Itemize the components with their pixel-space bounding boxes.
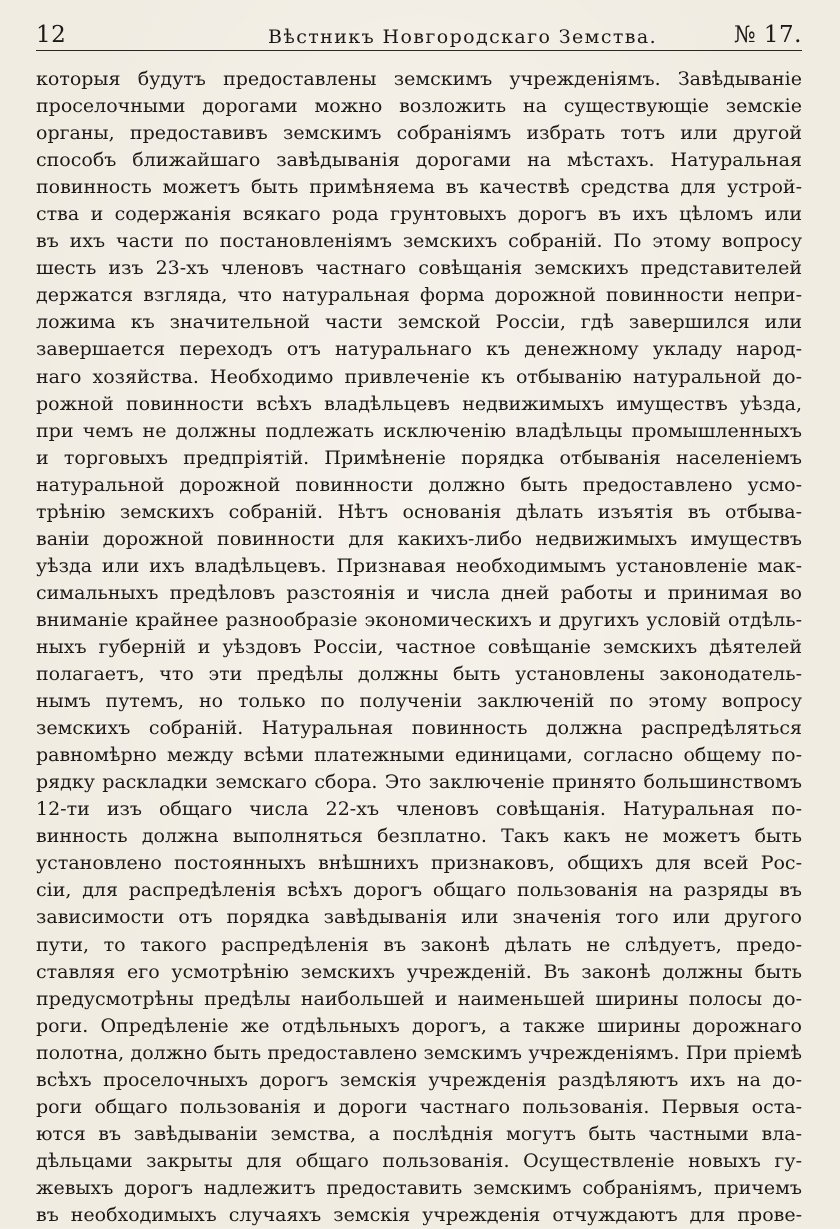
text-line: равномѣрно между всѣми платежными единицами, согласно общему по- [36, 744, 802, 767]
text-line: трѣнію земскихъ собраній. Нѣтъ основанія дѣлать изъятія въ отбыва- [36, 500, 802, 523]
text-line: при чемъ не должны подлежать исключенію владѣльцы промышленныхъ [36, 419, 802, 442]
text-line: полагаетъ, что эти предѣлы должны быть установлены законодатель- [36, 663, 802, 686]
header-rule [36, 50, 802, 51]
running-title: Вѣстникъ Новгородскаго Земства. [268, 26, 658, 48]
text-line: рожной повинности всѣхъ владѣльцевъ недвижимыхъ имуществъ уѣзда, [36, 392, 802, 415]
text-line: повинность можетъ быть примѣняема въ качествѣ средства для устрой- [36, 176, 802, 199]
text-line: натуральной дорожной повинности должно быть предоставлено усмо- [36, 473, 802, 496]
text-line: наго хозяйства. Необходимо привлеченіе къ отбыванію натуральной до- [36, 365, 802, 388]
text-line: въ необходимыхъ случаяхъ земскія учрежденія отчуждаютъ для прове- [36, 1203, 802, 1226]
text-line: способъ ближайшаго завѣдыванія дорогами на мѣстахъ. Натуральная [36, 149, 802, 172]
text-line: симальныхъ предѣловъ разстоянія и числа дней работы и принимая во [36, 581, 802, 604]
text-line: сіи, для распредѣленія всѣхъ дорогъ общаго пользованія на разряды въ [36, 879, 802, 902]
text-line: роги. Опредѣленіе же отдѣльныхъ дорогъ, а также ширины дорожнаго [36, 1014, 802, 1037]
page-header [36, 20, 802, 52]
text-line: ются въ завѣдываніи земства, а послѣднія могутъ быть частными вла- [36, 1122, 802, 1145]
text-line: всѣхъ проселочныхъ дорогъ земскія учрежденія раздѣляютъ ихъ на до- [36, 1068, 802, 1091]
text-line: 12-ти изъ общаго числа 22-хъ членовъ совѣщанія. Натуральная по- [36, 798, 802, 821]
text-line: завершается переходъ отъ натуральнаго къ денежному укладу народ- [36, 338, 802, 361]
text-line: жевыхъ дорогъ надлежитъ предоставить земскимъ собраніямъ, причемъ [36, 1176, 802, 1199]
text-line: ложима къ значительной части земской Россіи, гдѣ завершился или [36, 311, 802, 334]
text-line: установлено постоянныхъ внѣшнихъ признаковъ, общихъ для всей Рос- [36, 852, 802, 875]
text-line: ставляя его усмотрѣнію земскихъ учрежденій. Въ законѣ должны быть [36, 960, 802, 983]
page-number: 12 [36, 22, 67, 48]
text-line: проселочными дорогами можно возложить на существующіе земскіе [36, 95, 802, 118]
body-text [36, 66, 802, 1229]
text-line: пути, то такого распредѣленія въ законѣ дѣлать не слѣдуетъ, предо- [36, 933, 802, 956]
text-line: земскихъ собраній. Натуральная повинность должна распредѣляться [36, 717, 802, 740]
text-line: ваніи дорожной повинности для какихъ-либо недвижимыхъ имуществъ [36, 527, 802, 550]
text-line: шесть изъ 23-хъ членовъ частнаго совѣщанія земскихъ представителей [36, 257, 802, 280]
text-line: въ ихъ части по постановленіямъ земскихъ собраній. По этому вопросу [36, 230, 802, 253]
text-line: роги общаго пользованія и дороги частнаго пользованія. Первыя оста- [36, 1095, 802, 1118]
text-line: органы, предоставивъ земскимъ собраніямъ избрать тотъ или другой [36, 122, 802, 145]
text-line: которыя будутъ предоставлены земскимъ учрежденіямъ. Завѣдываніе [36, 68, 802, 90]
text-line: винность должна выполняться безплатно. Такъ какъ не можетъ быть [36, 825, 802, 848]
issue-number: № 17. [733, 22, 802, 48]
text-line: рядку раскладки земскаго сбора. Это заключеніе принято большинствомъ [36, 771, 802, 794]
text-line: вниманіе крайнее разнообразіе экономическихъ и другихъ условій отдѣль- [36, 608, 802, 631]
text-line: дѣльцами закрыты для общаго пользованія. Осуществленіе новыхъ гу- [36, 1149, 802, 1172]
text-line: ныхъ губерній и уѣздовъ Россіи, частное совѣщаніе земскихъ дѣятелей [36, 635, 802, 658]
text-line: держатся взгляда, что натуральная форма дорожной повинности непри- [36, 284, 802, 307]
text-line: ства и содержанія всякаго рода грунтовыхъ дорогъ въ ихъ цѣломъ или [36, 203, 802, 226]
text-line: зависимости отъ порядка завѣдыванія или значенія того или другого [36, 906, 802, 929]
text-line: уѣзда или ихъ владѣльцевъ. Признавая необходимымъ установленіе мак- [36, 554, 802, 577]
text-line: нымъ путемъ, но только по полученіи заключеній по этому вопросу [36, 690, 802, 713]
text-line: предусмотрѣны предѣлы наибольшей и наименьшей ширины полосы до- [36, 987, 802, 1010]
text-line: и торговыхъ предпріятій. Примѣненіе порядка отбыванія населеніемъ [36, 446, 802, 469]
text-line: полотна, должно быть предоставлено земскимъ учрежденіямъ. При пріемѣ [36, 1041, 802, 1064]
